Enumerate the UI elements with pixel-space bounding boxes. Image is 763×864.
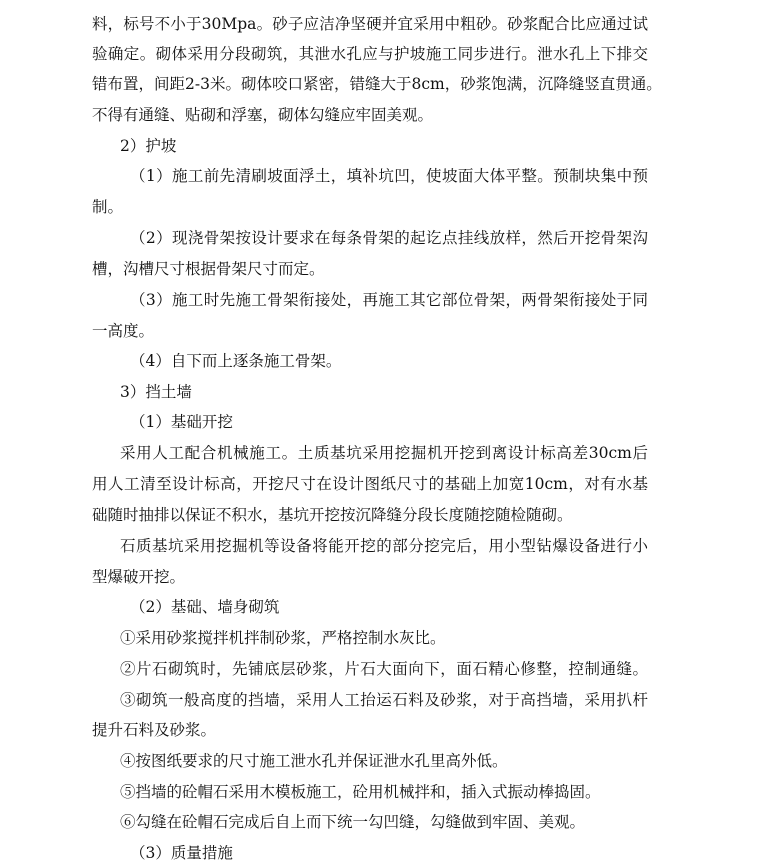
text-line: 错布置，间距2-3米。砌体咬口紧密，错缝大于8cm，砂浆饱满，沉降缝竖直贯通。 xyxy=(92,75,662,93)
text-line: 础随时抽排以保证不积水，基坑开挖按沉降缝分段长度随挖随检随砌。 xyxy=(92,506,573,524)
list-item: ③砌筑一般高度的挡墙，采用人工抬运石料及砂浆，对于高挡墙，采用扒杆 xyxy=(120,691,648,709)
section-heading: 2）护坡 xyxy=(120,137,177,155)
text-line: 制。 xyxy=(92,198,124,216)
text-line: 型爆破开挖。 xyxy=(92,568,186,586)
list-item: ④按图纸要求的尺寸施工泄水孔并保证泄水孔里高外低。 xyxy=(120,752,508,770)
text-line: （4）自下而上逐条施工骨架。 xyxy=(130,352,342,370)
text-line: （2）现浇骨架按设计要求在每条骨架的起讫点挂线放样，然后开挖骨架沟 xyxy=(130,229,648,247)
text-line: （1）施工前先清刷坡面浮土，填补坑凹，使坡面大体平整。预制块集中预 xyxy=(130,167,648,185)
text-line: 料，标号不小于30Mpa。砂子应洁净坚硬并宜采用中粗砂。砂浆配合比应通过试 xyxy=(92,15,648,33)
subsection-heading: （1）基础开挖 xyxy=(130,413,233,431)
text-line: 用人工清至设计标高，开挖尺寸在设计图纸尺寸的基础上加宽10cm，对有水基 xyxy=(92,475,648,493)
text-line: 不得有通缝、贴砌和浮塞，砌体勾缝应牢固美观。 xyxy=(92,106,434,124)
subsection-heading: （3）质量措施 xyxy=(130,844,233,862)
list-item: ②片石砌筑时，先铺底层砂浆，片石大面向下，面石精心修整，控制通缝。 xyxy=(120,660,648,678)
list-item: ⑥勾缝在砼帽石完成后自上而下统一勾凹缝，勾缝做到牢固、美观。 xyxy=(120,813,586,831)
section-heading: 3）挡土墙 xyxy=(120,383,192,401)
list-item: ①采用砂浆搅拌机拌制砂浆，严格控制水灰比。 xyxy=(120,629,446,647)
text-line: 采用人工配合机械施工。土质基坑采用挖掘机开挖到离设计标高差30cm后 xyxy=(120,444,648,462)
text-line: 一高度。 xyxy=(92,322,155,340)
text-line: 槽，沟槽尺寸根据骨架尺寸而定。 xyxy=(92,260,325,278)
text-line: 提升石料及砂浆。 xyxy=(92,721,217,739)
list-item: ⑤挡墙的砼帽石采用木模板施工，砼用机械拌和，插入式振动棒捣固。 xyxy=(120,783,601,801)
text-line: 验确定。砌体采用分段砌筑，其泄水孔应与护坡施工同步进行。泄水孔上下排交 xyxy=(92,45,648,63)
text-line: （3）施工时先施工骨架衔接处，再施工其它部位骨架，两骨架衔接处于同 xyxy=(130,291,648,309)
text-line: 石质基坑采用挖掘机等设备将能开挖的部分挖完后，用小型钻爆设备进行小 xyxy=(120,537,648,555)
subsection-heading: （2）基础、墙身砌筑 xyxy=(130,598,280,616)
